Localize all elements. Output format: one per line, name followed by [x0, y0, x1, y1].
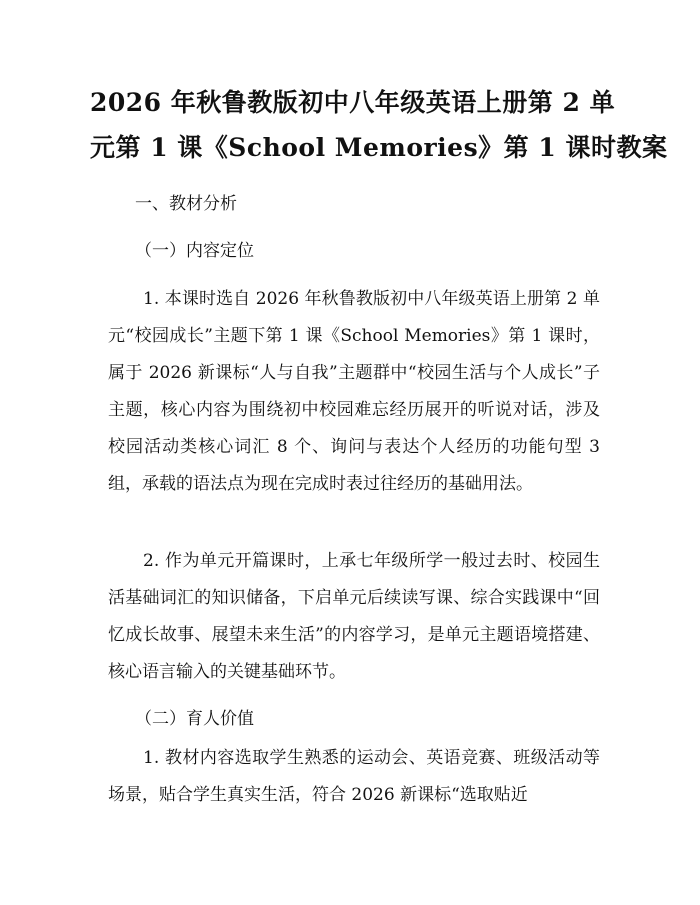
- section-heading-analysis: 一、教材分析: [135, 194, 237, 214]
- subsection-heading-value: （二）育人价值: [135, 709, 254, 729]
- paragraph-value-1: 1. 教材内容选取学生熟悉的运动会、英语竞赛、班级活动等场景，贴合学生真实生活，符合 2026 新课标“选取贴近: [108, 748, 600, 805]
- paragraph-content-2: 2. 作为单元开篇课时，上承七年级所学一般过去时、校园生活基础词汇的知识储备，下启单元后续读写课、综合实践课中“回忆成长故事、展望未来生活”的内容学习，是单元主题语境搭建、核心语言输入的关键基础环节。: [108, 551, 600, 682]
- document-title-line-2: 元第 1 课《School Memories》第 1 课时教案: [90, 133, 668, 162]
- paragraph-content-1: 1. 本课时选自 2026 年秋鲁教版初中八年级英语上册第 2 单元“校园成长”主题下第 1 课《School Memories》第 1 课时，属于 2026 新课标“人与自我”主题群中“校园生活与个人成长”子主题，核心内容为围绕初中校园难忘经历展开的听说对话，涉及校园活动类核心词汇 8 个、询问与表达个人经历的功能句型 3 组，承载的语法点为现在完成时表过往经历的基础用法。: [108, 289, 600, 494]
- subsection-heading-content: （一）内容定位: [135, 241, 254, 261]
- document-title-line-1: 2026 年秋鲁教版初中八年级英语上册第 2 单: [90, 88, 616, 117]
